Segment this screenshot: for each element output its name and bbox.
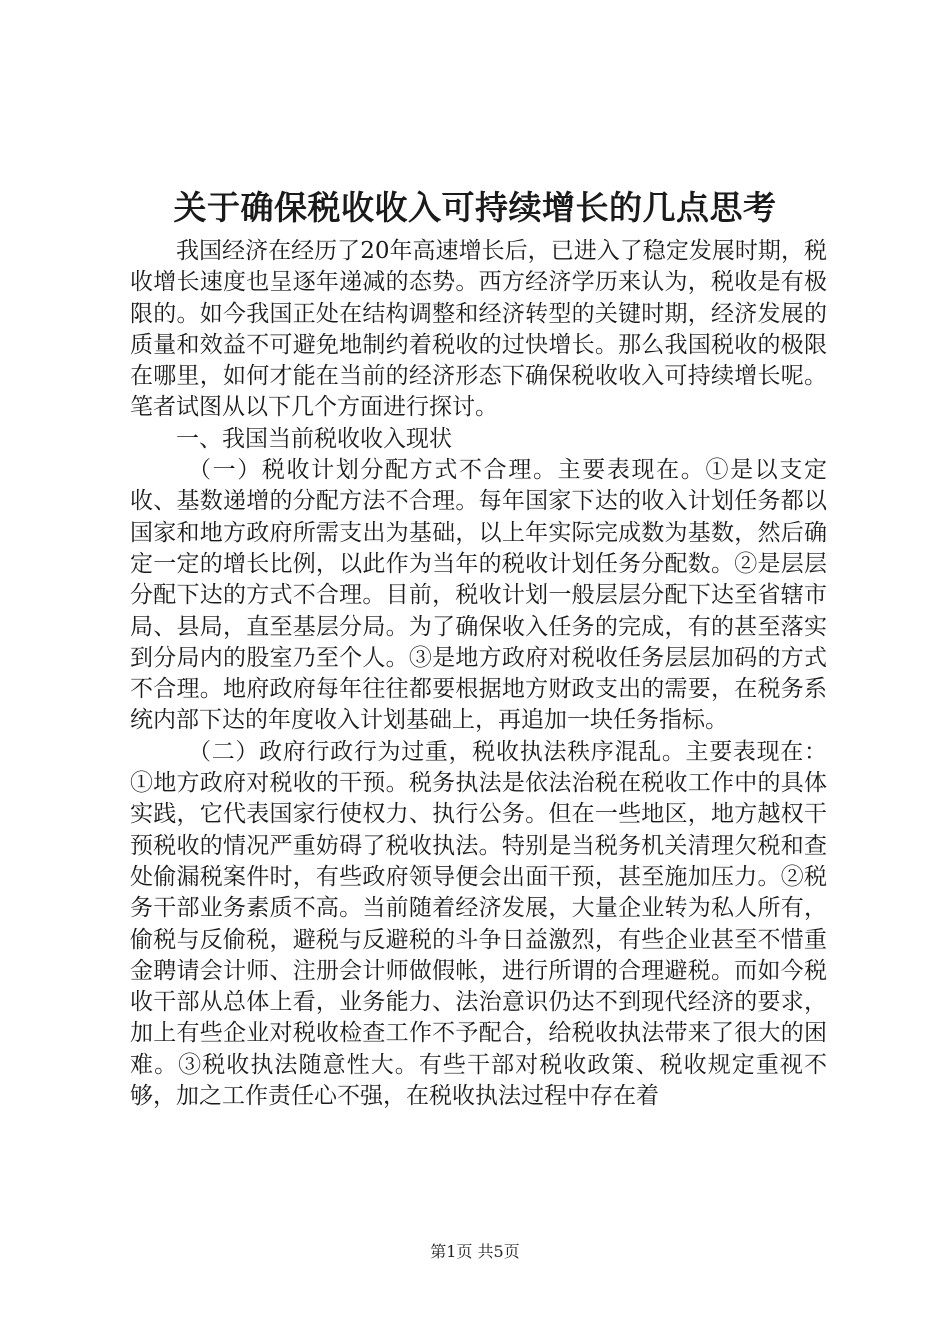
subsection-paragraph-2: （二）政府行政行为过重，税收执法秩序混乱。主要表现在：①地方政府对税收的干预。税务执法是依法治税在税收工作中的具体实践，它代表国家行使权力、执行公务。但在一些地区，地方越权干预税收的情况严重妨碍了税收执法。特别是当税务机关清理欠税和查处偷漏税案件时，有些政府领导便会出面干预，甚至施加压力。②税务干部业务素质不高。当前随着经济发展，大量企业转为私人所有，偷税与反偷税，避税与反避税的斗争日益激烈，有些企业甚至不惜重金聘请会计师、注册会计师做假帐，进行所谓的合理避税。而如今税收干部从总体上看，业务能力、法治意识仍达不到现代经济的要求，加上有些企业对税收检查工作不予配合，给税收执法带来了很大的困难。③税收执法随意性大。有些干部对税收政策、税收规定重视不够，加之工作责任心不强，在税收执法过程中存在着 <box>130 738 827 1110</box>
document-body <box>130 236 827 1112</box>
section-heading-1: 一、我国当前税收收入现状 <box>176 425 452 452</box>
intro-paragraph: 我国经济在经历了20年高速增长后，已进入了稳定发展时期，税收增长速度也呈逐年递减的态势。西方经济学历来认为，税收是有极限的。如今我国正处在结构调整和经济转型的关键时期，经济发展的质量和效益不可避免地制约着税收的过快增长。那么我国税收的极限在哪里，如何才能在当前的经济形态下确保税收收入可持续增长呢。笔者试图从以下几个方面进行探讨。 <box>130 238 827 421</box>
document-title: 关于确保税收收入可持续增长的几点思考 <box>173 188 777 227</box>
subsection-paragraph-1: （一）税收计划分配方式不合理。主要表现在。①是以支定收、基数递增的分配方法不合理。每年国家下达的收入计划任务都以国家和地方政府所需支出为基础，以上年实际完成数为基数，然后确定一定的增长比例，以此作为当年的税收计划任务分配数。②是层层分配下达的方式不合理。目前，税收计划一般层层分配下达至省辖市局、县局，直至基层分局。为了确保收入任务的完成，有的甚至落实到分局内的股室乃至个人。③是地方政府对税收任务层层加码的方式不合理。地府政府每年往往都要根据地方财政支出的需要，在税务系统内部下达的年度收入计划基础上，再追加一块任务指标。 <box>130 457 827 734</box>
page-number-footer: 第1页 共5页 <box>430 1242 520 1261</box>
